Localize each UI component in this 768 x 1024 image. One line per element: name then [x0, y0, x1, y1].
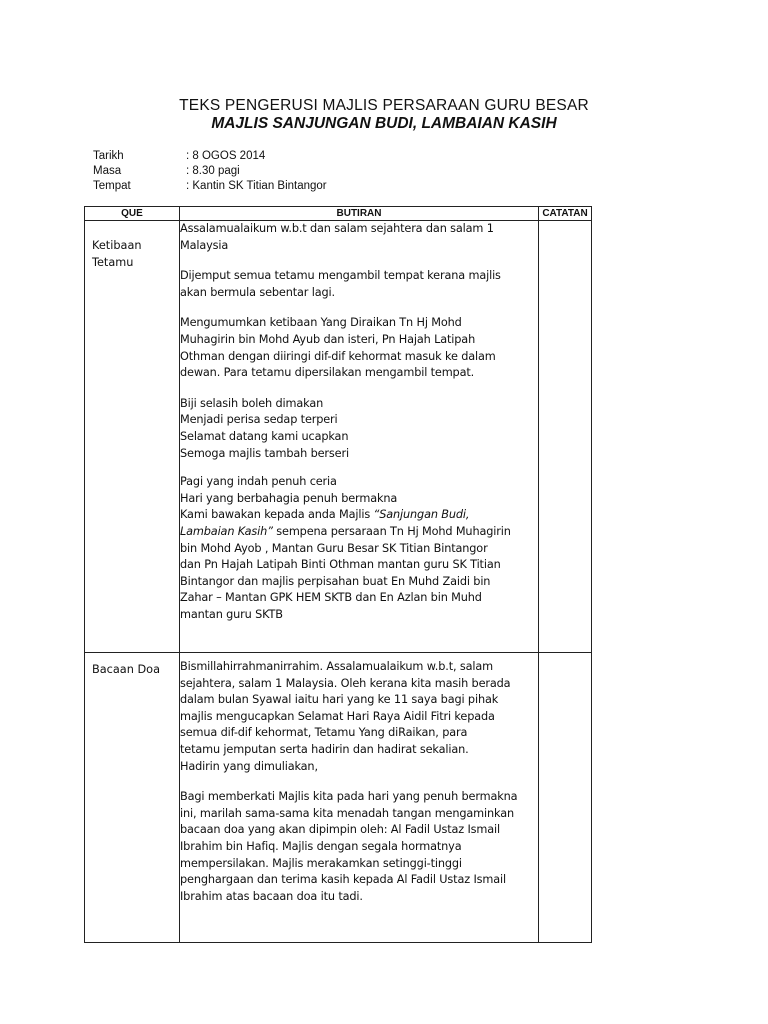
que-ketibaan-tetamu: Ketibaan Tetamu [92, 239, 142, 269]
que-bacaan-doa: Bacaan Doa [92, 663, 161, 676]
meta-value: : Kantin SK Titian Bintangor [186, 180, 327, 192]
header-butiran: BUTIRAN [180, 207, 539, 221]
butiran-cell [180, 221, 539, 653]
meta-row-date [93, 150, 265, 162]
butiran-text: sempena persaraan Tn Hj Mohd Muhagirin bin Mohd Ayob , Mantan Guru Besar SK Titian Bintangor dan Pn Hajah Latipah Binti Othman mantan guru SK Titian Bintangor dan majlis perpisahan buat En Muhd Zaidi bin Zahar – Mantan GPK HEM SKTB dan En Azlan bin Muhd mantan guru SKTB [180, 524, 511, 621]
butiran-paragraph: Bismillahirrahmanirrahim. Assalamualaikum w.b.t, salam sejahtera, salam 1 Malaysia. Oleh kerana kita masih berada dalam bulan Syawal iaitu hari yang ke 11 saya bagi pihak majlis mengucapkan Selamat Hari Raya Aidil Fitri kepada semua dif-dif kehormat, Tetamu Yang diRaikan, para tetamu jemputan serta hadirin dan hadirat sekalian. Hadirin yang dimuliakan, [180, 660, 511, 773]
table-row [85, 653, 592, 943]
butiran-text: Pagi yang indah penuh ceria Hari yang berbahagia penuh bermakna Kami bawakan kepada anda Majlis [180, 475, 398, 522]
meta-label: Masa [93, 165, 122, 177]
catatan-cell [539, 221, 592, 653]
table-row [85, 221, 592, 653]
butiran-paragraph [180, 474, 538, 623]
butiran-paragraph: Mengumumkan ketibaan Yang Diraikan Tn Hj Mohd Muhagirin bin Mohd Ayub dan isteri, Pn Hajah Latipah Othman dengan diiringi dif-dif kehormat masuk ke dalam dewan. Para tetamu dipersilakan mengambil tempat. [180, 316, 496, 380]
meta-label: Tarikh [93, 150, 124, 162]
meta-row-time [93, 165, 240, 177]
document-subtitle: MAJLIS SANJUNGAN BUDI, LAMBAIAN KASIH [211, 115, 557, 132]
meta-row-place [93, 180, 327, 192]
meta-label: Tempat [93, 180, 131, 192]
event-name-italic: “Sanjungan Budi, Lambaian Kasih” [180, 508, 470, 538]
que-cell [85, 653, 180, 943]
header-que: QUE [85, 207, 180, 221]
butiran-paragraph: Bagi memberkati Majlis kita pada hari yang penuh bermakna ini, marilah sama-sama kita menadah tangan mengaminkan bacaan doa yang akan dipimpin oleh: Al Fadil Ustaz Ismail Ibrahim bin Hafiq. Majlis dengan segala hormatnya mempersilakan. Majlis merakamkan setinggi-tinggi penghargaan dan terima kasih kepada Al Fadil Ustaz Ismail Ibrahim atas bacaan doa itu tadi. [180, 790, 518, 903]
header-catatan: CATATAN [539, 207, 592, 221]
program-table [84, 206, 592, 943]
meta-value: : 8 OGOS 2014 [186, 150, 266, 162]
butiran-paragraph: Assalamualaikum w.b.t dan salam sejahtera dan salam 1 Malaysia [180, 222, 494, 252]
pantun-verse: Biji selasih boleh dimakan Menjadi perisa sedap terperi Selamat datang kami ucapkan Semoga majlis tambah berseri [180, 396, 349, 460]
que-cell [85, 221, 180, 653]
butiran-cell [180, 653, 539, 943]
meta-value: : 8.30 pagi [186, 165, 240, 177]
butiran-paragraph: Dijemput semua tetamu mengambil tempat kerana majlis akan bermula sebentar lagi. [180, 269, 501, 299]
table-header-row [85, 207, 592, 221]
catatan-cell [539, 653, 592, 943]
document-title: TEKS PENGERUSI MAJLIS PERSARAAN GURU BESAR [179, 97, 589, 114]
